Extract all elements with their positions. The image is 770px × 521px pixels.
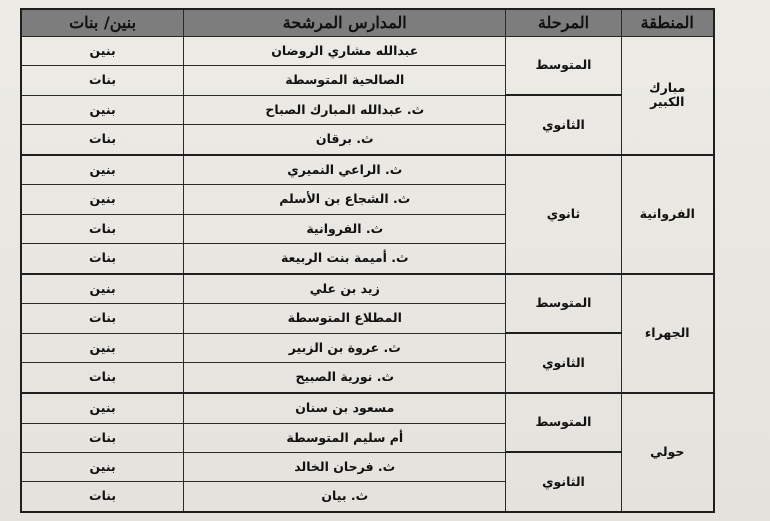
school-name-cell: زيد بن علي: [184, 274, 506, 304]
school-name-cell: ث. الفروانية: [184, 214, 506, 243]
nominated-schools-table: [20, 8, 715, 513]
gender-cell: بنين: [21, 185, 184, 214]
stage-cell: المتوسط: [506, 393, 621, 453]
header-schools: المدارس المرشحة: [184, 9, 506, 37]
region-name: الجهراء: [644, 325, 690, 341]
stage-cell: المتوسط: [506, 37, 621, 96]
gender-cell: بنين: [21, 37, 184, 66]
school-name-cell: ث. الشجاع بن الأسلم: [184, 185, 506, 214]
school-name-cell: ث. عبدالله المبارك الصباح: [184, 95, 506, 124]
gender-cell: بنات: [21, 214, 184, 243]
school-name-cell: أم سليم المتوسطة: [184, 423, 506, 452]
table-header-row: [21, 9, 714, 37]
region-cell: [621, 274, 714, 393]
region-cell: [621, 393, 714, 512]
region-cell: [621, 37, 714, 155]
stage-cell: الثانوي: [506, 452, 621, 512]
stage-cell: الثانوي: [506, 95, 621, 155]
school-name-cell: ث. برقان: [184, 124, 506, 154]
gender-cell: بنات: [21, 482, 184, 512]
gender-cell: بنين: [21, 274, 184, 304]
table-row: [21, 37, 714, 66]
school-name-cell: عبدالله مشاري الروضان: [184, 37, 506, 66]
header-region: المنطقة: [621, 9, 714, 37]
region-cell: [621, 155, 714, 274]
school-name-cell: ث. عروة بن الزبير: [184, 333, 506, 362]
gender-cell: بنين: [21, 452, 184, 481]
header-stage: المرحلة: [506, 9, 621, 37]
gender-cell: بنات: [21, 124, 184, 154]
school-name-cell: مسعود بن سنان: [184, 393, 506, 423]
table-row: [21, 452, 714, 481]
school-name-cell: ث. الراعي النميري: [184, 155, 506, 185]
school-name-cell: ث. فرحان الخالد: [184, 452, 506, 481]
school-name-cell: المطلاع المتوسطة: [184, 304, 506, 333]
table-row: [21, 333, 714, 362]
table-row: [21, 393, 714, 423]
stage-cell: الثانوي: [506, 333, 621, 393]
stage-cell: المتوسط: [506, 274, 621, 334]
school-name-cell: ث. أميمة بنت الربيعة: [184, 243, 506, 273]
gender-cell: بنين: [21, 155, 184, 185]
stage-cell: ثانوي: [506, 155, 621, 274]
table-body: [21, 37, 714, 513]
gender-cell: بنات: [21, 363, 184, 393]
gender-cell: بنات: [21, 304, 184, 333]
gender-cell: بنات: [21, 423, 184, 452]
gender-cell: بنين: [21, 333, 184, 362]
gender-cell: بنات: [21, 66, 184, 95]
table-row: [21, 95, 714, 124]
region-name: مبارك الكبير: [649, 79, 686, 110]
school-name-cell: ث. نورية الصبيح: [184, 363, 506, 393]
region-name: حولي: [650, 444, 685, 460]
gender-cell: بنين: [21, 95, 184, 124]
gender-cell: بنات: [21, 243, 184, 273]
school-name-cell: ث. بيان: [184, 482, 506, 512]
school-name-cell: الصالحية المتوسطة: [184, 66, 506, 95]
region-name: الفروانية: [639, 206, 695, 221]
table-row: [21, 274, 714, 304]
gender-cell: بنين: [21, 393, 184, 423]
header-gender: بنين/ بنات: [21, 9, 184, 37]
table-row: [21, 155, 714, 185]
